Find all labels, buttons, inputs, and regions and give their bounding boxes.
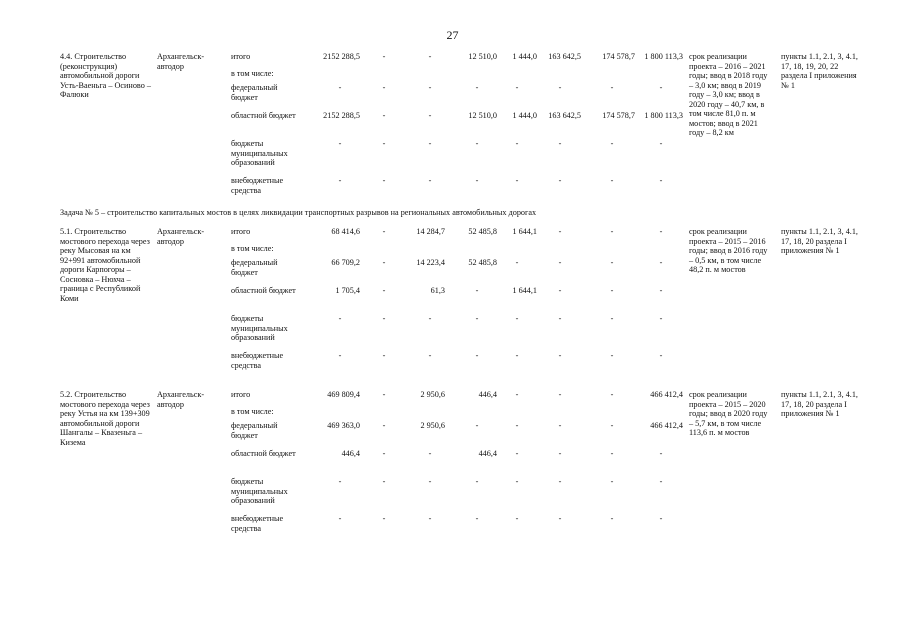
table-cell: - bbox=[428, 314, 432, 323]
table-cell: 14 284,7 bbox=[416, 227, 445, 236]
funding-source-label: итого bbox=[231, 227, 251, 236]
funding-source-label: областной бюджет bbox=[231, 449, 296, 458]
table-cell: - bbox=[659, 176, 663, 185]
table-cell: - bbox=[382, 227, 386, 236]
table-cell: 163 642,5 bbox=[548, 52, 581, 61]
table-cell: - bbox=[659, 258, 663, 267]
table-cell: - bbox=[659, 449, 663, 458]
table-cell: 2152 288,5 bbox=[323, 111, 360, 120]
table-cell: - bbox=[382, 286, 386, 295]
project-executor: Архангельск-автодор bbox=[157, 227, 205, 246]
project-links: пункты 1.1, 2.1, 3, 4.1, 17, 18, 19, 20, 22 раздела I приложения № 1 bbox=[781, 52, 858, 90]
table-cell: - bbox=[338, 514, 342, 523]
table-cell: - bbox=[475, 139, 479, 148]
table-cell: - bbox=[338, 139, 342, 148]
table-cell: - bbox=[610, 449, 614, 458]
table-cell: - bbox=[659, 351, 663, 360]
table-cell: 52 485,8 bbox=[468, 227, 497, 236]
table-cell: - bbox=[610, 176, 614, 185]
table-cell: 2152 288,5 bbox=[323, 52, 360, 61]
funding-source-label: бюджеты муниципальных образований bbox=[231, 477, 288, 505]
project-result: срок реализации проекта – 2015 – 2020 годы; ввод в 2020 году – 5,7 км, в том числе 113,6 п. м мостов bbox=[689, 390, 768, 437]
table-cell: - bbox=[610, 514, 614, 523]
table-cell: - bbox=[659, 286, 663, 295]
table-cell: 469 809,4 bbox=[327, 390, 360, 399]
project-links: пункты 1.1, 2.1, 3, 4.1, 17, 18, 20 раздела I приложения № 1 bbox=[781, 390, 858, 418]
table-cell: 466 412,4 bbox=[650, 421, 683, 430]
table-cell: - bbox=[338, 477, 342, 486]
table-cell: - bbox=[382, 390, 386, 399]
table-cell: - bbox=[428, 477, 432, 486]
table-cell: - bbox=[382, 83, 386, 92]
table-cell: - bbox=[475, 351, 479, 360]
funding-source-label: федеральный бюджет bbox=[231, 258, 278, 277]
funding-source-label: внебюджетные средства bbox=[231, 176, 284, 195]
table-cell: - bbox=[382, 477, 386, 486]
table-cell: - bbox=[475, 477, 479, 486]
table-cell: 163 642,5 bbox=[548, 111, 581, 120]
table-cell: - bbox=[515, 514, 519, 523]
table-cell: - bbox=[382, 139, 386, 148]
table-cell: 12 510,0 bbox=[468, 52, 497, 61]
table-cell: - bbox=[382, 176, 386, 185]
table-cell: 174 578,7 bbox=[602, 52, 635, 61]
project-name: 4.4. Строительство (реконструкция) автомобильной дороги Усть-Ваеньга – Осиново – Фалюки bbox=[60, 52, 151, 99]
table-cell: - bbox=[515, 139, 519, 148]
table-cell: - bbox=[659, 139, 663, 148]
table-cell: 12 510,0 bbox=[468, 111, 497, 120]
table-cell: 2 950,6 bbox=[420, 390, 445, 399]
table-cell: - bbox=[428, 176, 432, 185]
table-cell: 446,4 bbox=[478, 449, 497, 458]
table-cell: - bbox=[610, 314, 614, 323]
funding-source-label: бюджеты муниципальных образований bbox=[231, 139, 288, 167]
table-cell: - bbox=[558, 176, 562, 185]
funding-source-label: в том числе: bbox=[231, 69, 274, 78]
funding-source-label: бюджеты муниципальных образований bbox=[231, 314, 288, 342]
table-cell: - bbox=[610, 227, 614, 236]
table-cell: - bbox=[659, 514, 663, 523]
table-cell: - bbox=[428, 111, 432, 120]
table-cell: - bbox=[610, 477, 614, 486]
table-cell: 446,4 bbox=[341, 449, 360, 458]
table-cell: - bbox=[338, 314, 342, 323]
project-name: 5.1. Строительство мостового перехода через реку Мысовая на км 92+991 автомобильной дороги Карпогоры – Сосновка – Нюхча – граница с Республикой Коми bbox=[60, 227, 150, 303]
table-cell: 66 709,2 bbox=[331, 258, 360, 267]
project-result: срок реализации проекта – 2015 – 2016 годы; ввод в 2016 году – 0,5 км, в том числе 48,2 п. м мостов bbox=[689, 227, 768, 274]
table-cell: 1 644,1 bbox=[512, 286, 537, 295]
table-cell: - bbox=[558, 390, 562, 399]
table-cell: - bbox=[515, 176, 519, 185]
table-cell: - bbox=[515, 477, 519, 486]
table-cell: 1 444,0 bbox=[512, 111, 537, 120]
table-cell: - bbox=[428, 514, 432, 523]
table-cell: - bbox=[558, 449, 562, 458]
project-executor: Архангельск-автодор bbox=[157, 390, 205, 409]
table-cell: 1 644,1 bbox=[512, 227, 537, 236]
table-cell: - bbox=[558, 314, 562, 323]
table-cell: - bbox=[475, 314, 479, 323]
table-cell: - bbox=[515, 258, 519, 267]
table-cell: - bbox=[515, 449, 519, 458]
table-cell: - bbox=[475, 83, 479, 92]
table-cell: 466 412,4 bbox=[650, 390, 683, 399]
table-cell: 2 950,6 bbox=[420, 421, 445, 430]
funding-source-label: федеральный бюджет bbox=[231, 421, 278, 440]
project-links: пункты 1.1, 2.1, 3, 4.1, 17, 18, 20 раздела I приложения № 1 bbox=[781, 227, 858, 255]
table-cell: - bbox=[659, 477, 663, 486]
table-cell: - bbox=[475, 176, 479, 185]
table-cell: 1 800 113,3 bbox=[644, 111, 683, 120]
table-cell: - bbox=[610, 139, 614, 148]
funding-source-label: федеральный бюджет bbox=[231, 83, 278, 102]
table-cell: - bbox=[515, 390, 519, 399]
funding-source-label: итого bbox=[231, 390, 251, 399]
table-cell: - bbox=[659, 314, 663, 323]
table-cell: - bbox=[610, 286, 614, 295]
table-cell: 61,3 bbox=[430, 286, 445, 295]
table-cell: - bbox=[558, 83, 562, 92]
funding-source-label: в том числе: bbox=[231, 244, 274, 253]
table-cell: - bbox=[558, 514, 562, 523]
table-cell: - bbox=[428, 52, 432, 61]
table-cell: 1 705,4 bbox=[335, 286, 360, 295]
table-cell: 68 414,6 bbox=[331, 227, 360, 236]
page-number: 27 bbox=[446, 28, 459, 42]
table-cell: - bbox=[558, 477, 562, 486]
funding-source-label: областной бюджет bbox=[231, 286, 296, 295]
table-cell: - bbox=[558, 351, 562, 360]
table-cell: - bbox=[659, 227, 663, 236]
table-cell: - bbox=[610, 390, 614, 399]
project-name: 5.2. Строительство мостового перехода через реку Устья на км 139+309 автомобильной дороги Шангалы – Квазеньга – Кизема bbox=[60, 390, 150, 447]
funding-source-label: внебюджетные средства bbox=[231, 351, 284, 370]
table-cell: - bbox=[515, 351, 519, 360]
table-cell: - bbox=[558, 421, 562, 430]
table-cell: 14 223,4 bbox=[416, 258, 445, 267]
table-cell: - bbox=[558, 258, 562, 267]
funding-source-label: внебюджетные средства bbox=[231, 514, 284, 533]
table-cell: - bbox=[382, 52, 386, 61]
table-cell: - bbox=[515, 421, 519, 430]
funding-source-label: в том числе: bbox=[231, 407, 274, 416]
table-cell: - bbox=[382, 258, 386, 267]
table-cell: - bbox=[338, 176, 342, 185]
table-cell: - bbox=[515, 83, 519, 92]
table-cell: - bbox=[338, 83, 342, 92]
table-cell: - bbox=[338, 351, 342, 360]
table-cell: - bbox=[382, 449, 386, 458]
table-cell: - bbox=[610, 83, 614, 92]
table-cell: 469 363,0 bbox=[327, 421, 360, 430]
table-cell: - bbox=[382, 351, 386, 360]
table-cell: 174 578,7 bbox=[602, 111, 635, 120]
table-cell: - bbox=[558, 139, 562, 148]
project-result: срок реализации проекта – 2016 – 2021 годы; ввод в 2018 году – 3,0 км; ввод в 2019 году – 3,0 км; ввод в 2020 году – 40,7 км, в том числе 81,0 п. м мостов; ввод в 2021 году – 8,2 км bbox=[689, 52, 768, 137]
table-cell: - bbox=[610, 421, 614, 430]
table-cell: - bbox=[382, 421, 386, 430]
table-cell: - bbox=[475, 286, 479, 295]
table-cell: 446,4 bbox=[478, 390, 497, 399]
table-cell: - bbox=[610, 351, 614, 360]
table-cell: - bbox=[558, 227, 562, 236]
table-cell: - bbox=[428, 83, 432, 92]
table-cell: - bbox=[382, 314, 386, 323]
project-executor: Архангельск-автодор bbox=[157, 52, 205, 71]
table-cell: 52 485,8 bbox=[468, 258, 497, 267]
funding-source-label: областной бюджет bbox=[231, 111, 296, 120]
table-cell: 1 444,0 bbox=[512, 52, 537, 61]
table-cell: - bbox=[558, 286, 562, 295]
table-cell: - bbox=[475, 514, 479, 523]
table-cell: 1 800 113,3 bbox=[644, 52, 683, 61]
table-cell: - bbox=[659, 83, 663, 92]
table-cell: - bbox=[475, 421, 479, 430]
table-cell: - bbox=[428, 351, 432, 360]
table-cell: - bbox=[428, 449, 432, 458]
table-cell: - bbox=[428, 139, 432, 148]
table-cell: - bbox=[610, 258, 614, 267]
funding-source-label: итого bbox=[231, 52, 251, 61]
table-cell: - bbox=[382, 111, 386, 120]
task5-heading: Задача № 5 – строительство капитальных мостов в целях ликвидации транспортных разрывов на региональных автомобильных дорогах bbox=[60, 208, 537, 217]
table-cell: - bbox=[382, 514, 386, 523]
table-cell: - bbox=[515, 314, 519, 323]
